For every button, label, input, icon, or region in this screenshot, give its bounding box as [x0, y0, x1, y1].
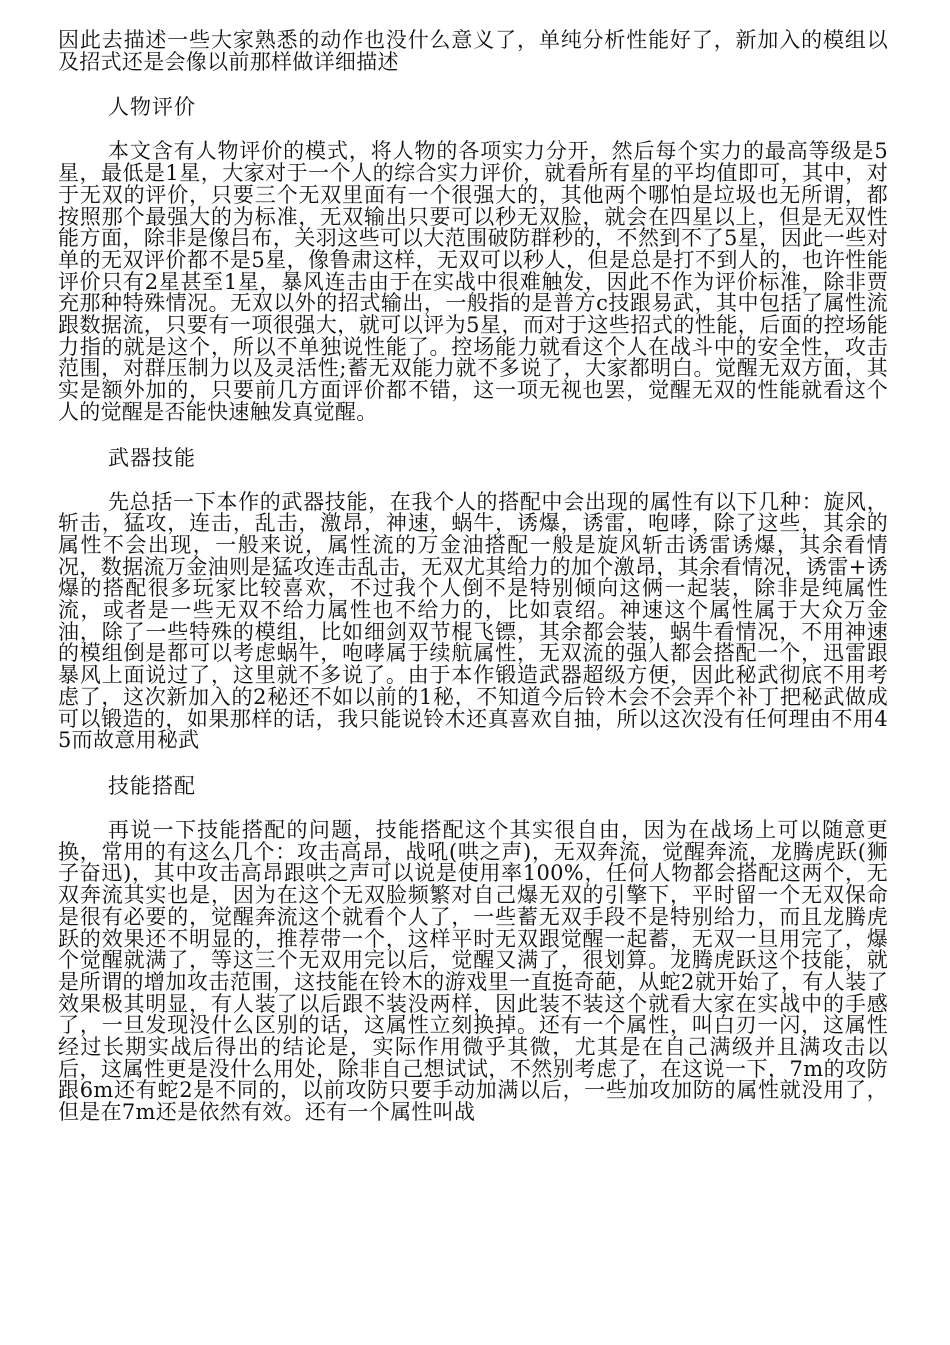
spacer	[58, 752, 888, 774]
section-body-weapon-skills: 先总括一下本作的武器技能，在我个人的搭配中会出现的属性有以下几种：旋风，斩击，猛攻，连击，乱击，激昂，神速，蜗牛，诱爆，诱雷，咆哮，除了这些，其余的属性不会出现，一般来说，属性流的万金油搭配一般是旋风斩击诱雷诱爆，其余看情况，数据流万金油则是猛攻连击乱击，无双尤其给力的加个激昂，其余看情况，诱雷+诱爆的搭配很多玩家比较喜欢，不过我个人倒不是特别倾向这俩一起装，除非是纯属性流，或者是一些无双不给力属性也不给力的，比如袁绍。神速这个属性属于大众万金油，除了一些特殊的模组，比如细剑双节棍飞镖，其余都会装，蜗牛看情况，不用神速的模组倒是都可以考虑蜗牛，咆哮属于续航属性，无双流的强人都会搭配一个，迅雷跟暴风上面说过了，这里就不多说了。由于本作锻造武器超级方便，因此秘武彻底不用考虑了，这次新加入的2秘还不如以前的1秘，不知道今后铃木会不会弄个补丁把秘武做成可以锻造的，如果那样的话，我只能说铃木还真喜欢自抽，所以这次没有任何理由不用45而故意用秘武	[58, 489, 888, 753]
spacer	[58, 470, 888, 492]
spacer	[58, 119, 888, 141]
document-page	[58, 30, 888, 1124]
section-heading-skill-loadout: 技能搭配	[108, 773, 196, 798]
spacer	[58, 798, 888, 820]
section-body-character-rating: 本文含有人物评价的模式，将人物的各项实力分开，然后每个实力的最高等级是5星，最低是1星，大家对于一个人的综合实力评价，就看所有星的平均值即可，其中，对于无双的评价，只要三个无双里面有一个很强大的，其他两个哪怕是垃圾也无所谓，都按照那个最强大的为标准，无双输出只要可以秒无双脸，就会在四星以上，但是无双性能方面，除非是像吕布，关羽这些可以大范围破防群秒的，不然到不了5星，因此一些对单的无双评价都不是5星，像鲁肃这样，无双可以秒人，但是总是打不到人的，也许性能评价只有2星甚至1星，暴风连击由于在实战中很难触发，因此不作为评价标准，除非贾充那种特殊情况。无双以外的招式输出，一般指的是普方c技跟易武，其中包括了属性流跟数据流，只要有一项很强大，就可以评为5星，而对于这些招式的性能，后面的控场能力指的就是这个，所以不单独说性能了。控场能力就看这个人在战斗中的安全性，攻击范围，对群压制力以及灵活性;蓄无双能力就不多说了，大家都明白。觉醒无双方面，其实是额外加的，只要前几方面评价都不错，这一项无视也罢，觉醒无双的性能就看这个人的觉醒是否能快速触发真觉醒。	[58, 139, 888, 424]
spacer	[58, 73, 888, 95]
section-body-skill-loadout: 再说一下技能搭配的问题，技能搭配这个其实很自由，因为在战场上可以随意更换，常用的有这么几个：攻击高昂，战吼(哄之声)，无双奔流，觉醒奔流，龙腾虎跃(狮子奋迅)，其中攻击高昂跟哄之声可以说是使用率100%，任何人物都会搭配这两个，无双奔流其实也是，因为在这个无双脸频繁对自己爆无双的引擎下，平时留一个无双保命是很有必要的，觉醒奔流这个就看个人了，一些蓄无双手段不是特别给力，而且龙腾虎跃的效果还不明显的，推荐带一个，这样平时无双跟觉醒一起蓄，无双一旦用完了，爆个觉醒就满了，等这三个无双用完以后，觉醒又满了，很划算。龙腾虎跃这个技能，就是所谓的增加攻击范围，这技能在铃木的游戏里一直挺奇葩，从蛇2就开始了，有人装了效果极其明显，有人装了以后跟不装没两样，因此装不装这个就看大家在实战中的手感了，一旦发现没什么区别的话，这属性立刻换掉。还有一个属性，叫白刃一闪，这属性经过长期实战后得出的结论是，实际作用微乎其微，尤其是在自己满级并且满攻击以后，这属性更是没什么用处，除非自己想试试，不然别考虑了，在这说一下，7m的攻防跟6m还有蛇2是不同的，以前攻防只要手动加满以后，一些加攻加防的属性就没用了，但是在7m还是依然有效。还有一个属性叫战	[58, 817, 888, 1125]
intro-paragraph: 因此去描述一些大家熟悉的动作也没什么意义了，单纯分析性能好了，新加入的模组以及招式还是会像以前那样做详细描述	[58, 28, 888, 74]
spacer	[58, 424, 888, 446]
section-heading-weapon-skills: 武器技能	[108, 445, 196, 470]
section-heading-character-rating: 人物评价	[108, 95, 196, 120]
